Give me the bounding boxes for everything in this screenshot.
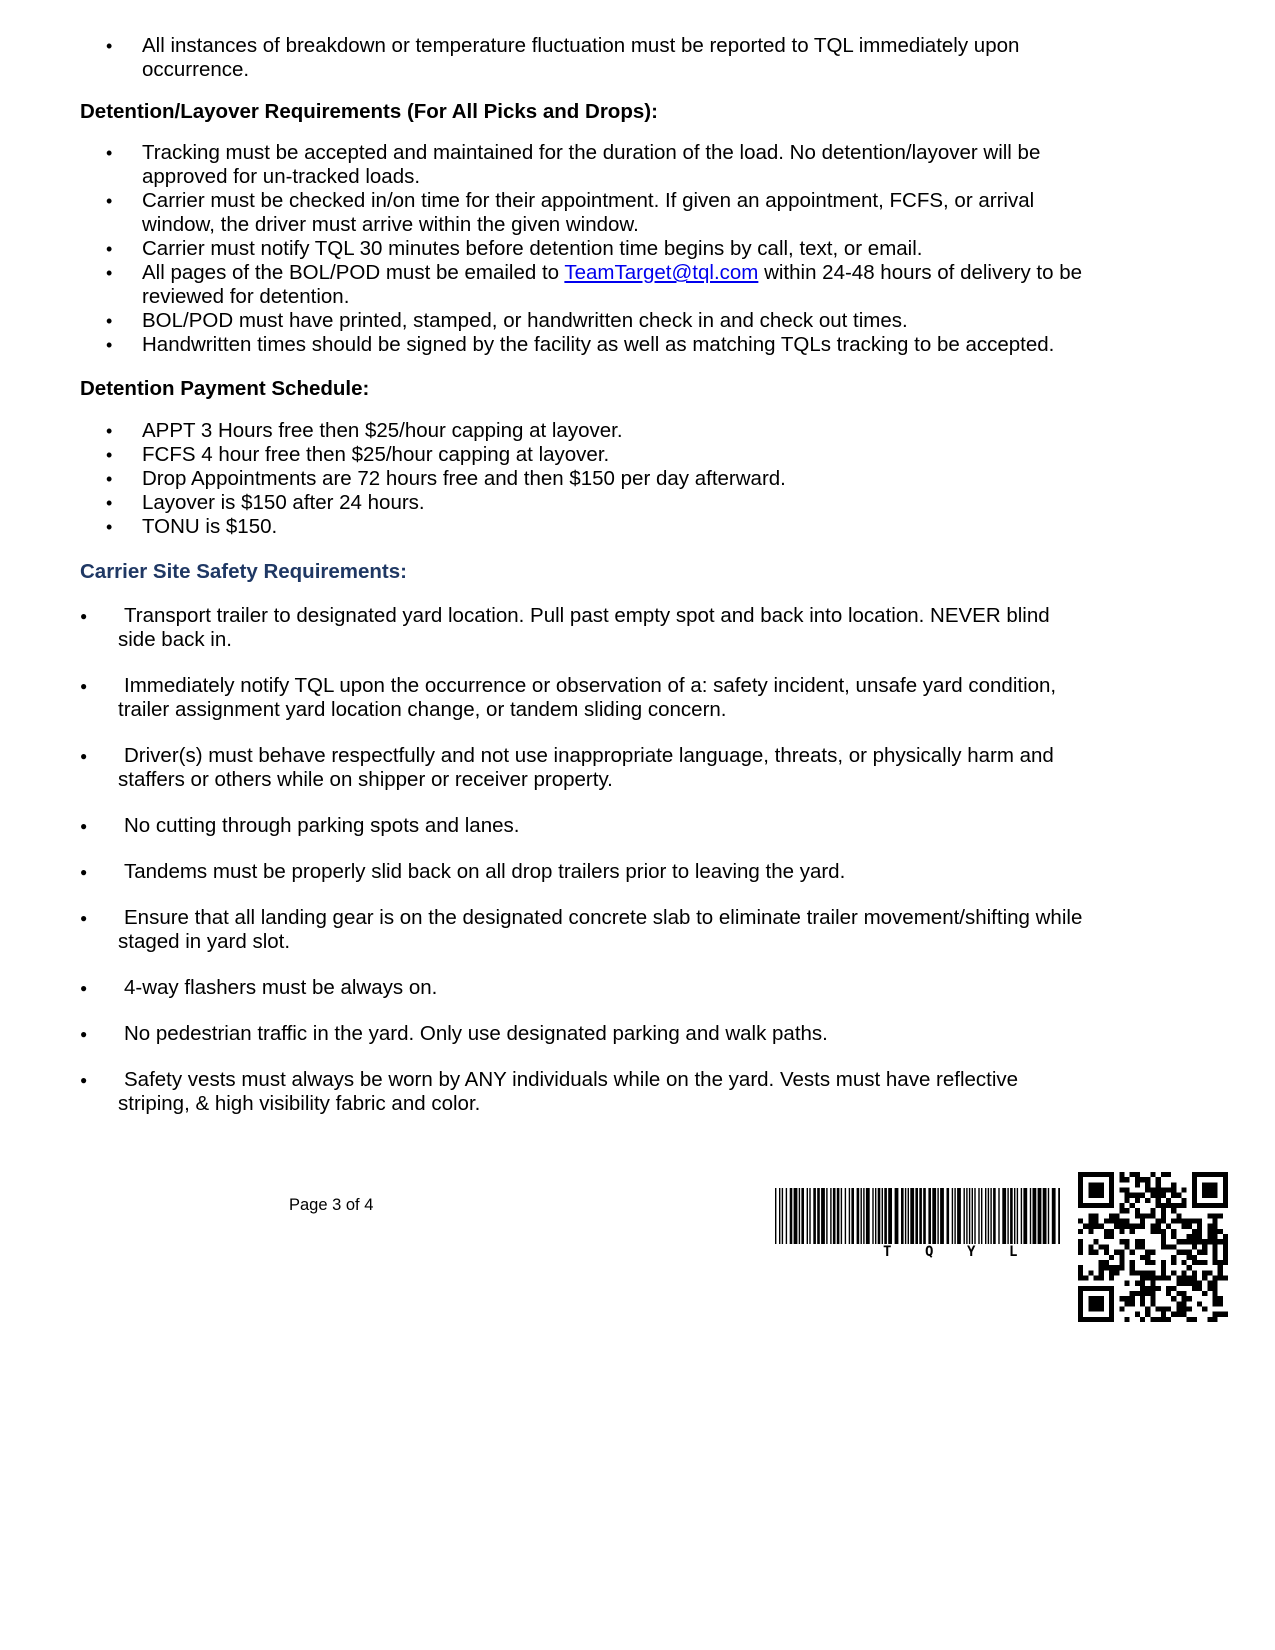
list-item-text: Carrier must notify TQL 30 minutes before detention time begins by call, text, or email. <box>142 237 923 260</box>
list-item <box>80 976 1090 1000</box>
page-content <box>80 34 1090 1138</box>
safety-list <box>80 604 1090 1116</box>
list-item-text: 4-way flashers must be always on. <box>124 976 438 999</box>
list-item-text: All instances of breakdown or temperature fluctuation must be reported to TQL immediately upon occurrence. <box>142 34 1020 81</box>
detention-heading: Detention/Layover Requirements (For All Picks and Drops): <box>80 100 658 123</box>
list-item <box>80 189 1090 237</box>
list-item <box>80 1068 1090 1116</box>
email-link[interactable]: TeamTarget@tql.com <box>564 261 759 284</box>
list-item-text: Ensure that all landing gear is on the designated concrete slab to eliminate trailer movement/shifting while staged in yard slot. <box>118 906 1083 953</box>
list-item <box>80 906 1090 954</box>
list-item <box>80 261 1090 309</box>
payment-heading: Detention Payment Schedule: <box>80 377 370 400</box>
barcode-char: L <box>1009 1244 1018 1260</box>
list-item <box>80 34 1090 82</box>
qr-code-graphic <box>1078 1172 1228 1322</box>
list-item-text: Tandems must be properly slid back on all drop trailers prior to leaving the yard. <box>124 860 846 883</box>
list-item-text: Immediately notify TQL upon the occurrence or observation of a: safety incident, unsafe yard condition, trailer assignment yard location change, or tandem sliding concern. <box>118 674 1057 721</box>
list-item-text: Tracking must be accepted and maintained for the duration of the load. No detention/layover will be approved for un-tracked loads. <box>142 141 1041 188</box>
list-item-text: TONU is $150. <box>142 515 278 538</box>
list-item <box>80 443 1090 467</box>
list-item <box>80 141 1090 189</box>
list-item-text: BOL/POD must have printed, stamped, or handwritten check in and check out times. <box>142 309 908 332</box>
payment-list <box>80 419 1090 539</box>
list-item-text: Layover is $150 after 24 hours. <box>142 491 425 514</box>
list-item <box>80 674 1090 722</box>
list-item-text: No pedestrian traffic in the yard. Only use designated parking and walk paths. <box>124 1022 828 1045</box>
top-bullet-list <box>80 34 1090 82</box>
list-item <box>80 333 1090 357</box>
safety-heading: Carrier Site Safety Requirements: <box>80 560 407 583</box>
list-item-text: Driver(s) must behave respectfully and not use inappropriate language, threats, or physically harm and staffers or others while on shipper or receiver property. <box>118 744 1054 791</box>
list-item <box>80 237 1090 261</box>
list-item-text: APPT 3 Hours free then $25/hour capping at layover. <box>142 419 623 442</box>
detention-list <box>80 141 1090 357</box>
list-item-text-pre: All pages of the BOL/POD must be emailed to <box>142 261 565 284</box>
barcode-char: Q <box>925 1244 934 1260</box>
list-item <box>80 419 1090 443</box>
list-item-text: Drop Appointments are 72 hours free and then $150 per day afterward. <box>142 467 786 490</box>
list-item <box>80 491 1090 515</box>
list-item <box>80 860 1090 884</box>
barcode-char: T <box>883 1244 892 1260</box>
list-item-text: Safety vests must always be worn by ANY individuals while on the yard. Vests must have reflective striping, & high visibility fabric and color. <box>118 1068 1019 1115</box>
list-item-text: Handwritten times should be signed by the facility as well as matching TQLs tracking to be accepted. <box>142 333 1055 356</box>
barcode-graphic <box>775 1188 1060 1244</box>
barcode-char: Y <box>967 1244 976 1260</box>
list-item <box>80 515 1090 539</box>
page-number: Page 3 of 4 <box>289 1196 374 1214</box>
list-item-text: No cutting through parking spots and lanes. <box>124 814 520 837</box>
list-item <box>80 604 1090 652</box>
list-item-text-post: within 24-48 hours of delivery to be reviewed for detention. <box>142 261 1083 308</box>
list-item <box>80 309 1090 333</box>
list-item-text: Carrier must be checked in/on time for their appointment. If given an appointment, FCFS, or arrival window, the driver must arrive within the given window. <box>142 189 1035 236</box>
list-item <box>80 814 1090 838</box>
list-item <box>80 1022 1090 1046</box>
list-item-text: Transport trailer to designated yard location. Pull past empty spot and back into location. NEVER blind side back in. <box>118 604 1050 651</box>
list-item <box>80 744 1090 792</box>
list-item-text: FCFS 4 hour free then $25/hour capping at layover. <box>142 443 610 466</box>
list-item <box>80 467 1090 491</box>
